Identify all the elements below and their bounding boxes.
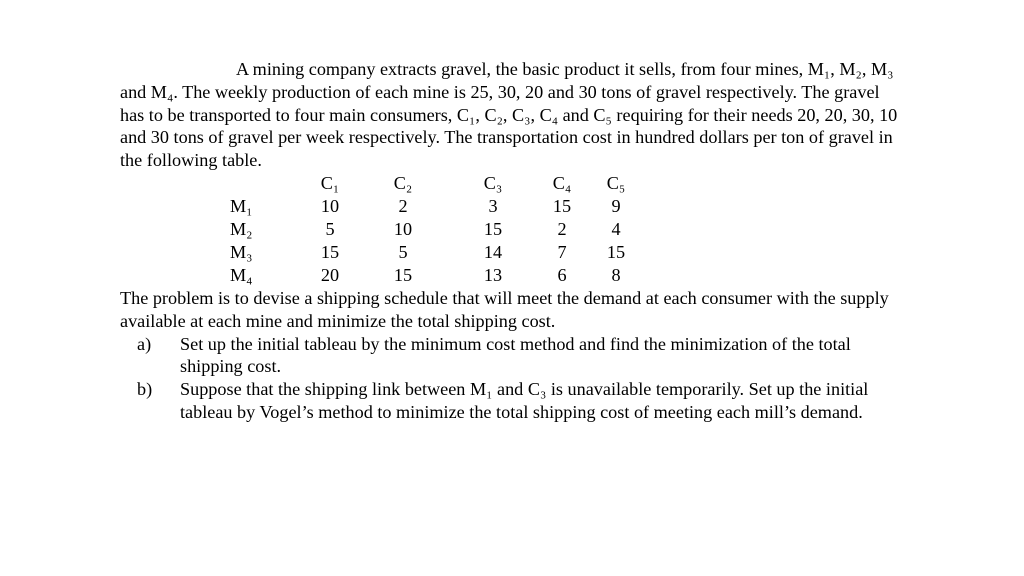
table-cell: 15 bbox=[552, 195, 572, 216]
table-cell: 7 bbox=[557, 241, 567, 262]
question-text: Set up the initial tableau by the minimum cost method and find the minimization of the total shipping cost. bbox=[180, 333, 851, 377]
table-cell: 6 bbox=[557, 264, 567, 285]
table-cell: 8 bbox=[611, 264, 621, 285]
table-cell: 15 bbox=[483, 218, 503, 239]
intro-paragraph: A mining company extracts gravel, the basic product it sells, from four mines, M₁, M₂, M₃ and M₄. The weekly production of each mine is 25, 30, 20 and 30 tons of gravel respectively. The gravel has to be transported to four main consumers, C₁, C₂, C₃, C₄ and C₅ requiring for their needs 20, 20, 30, 10 and 30 tons of gravel per week respectively. The transportation cost in hundred dollars per ton of gravel in the following table. bbox=[120, 59, 898, 171]
document-page bbox=[120, 58, 900, 424]
question-item bbox=[120, 378, 900, 424]
table-cell: 3 bbox=[488, 195, 498, 216]
table-cell: 20 bbox=[320, 264, 340, 285]
question-marker: b) bbox=[137, 379, 153, 400]
question-list bbox=[120, 333, 900, 424]
table-cell: 2 bbox=[398, 195, 408, 216]
column-header: C₃ bbox=[483, 172, 503, 193]
row-label: M₂ bbox=[230, 218, 253, 239]
cost-table bbox=[120, 172, 900, 287]
table-cell: 2 bbox=[557, 218, 567, 239]
question-text: Suppose that the shipping link between M₁ and C₃ is unavailable temporarily. Set up the initial tableau by Vogel’s method to minimize the total shipping cost of meeting each mill’s demand. bbox=[180, 379, 869, 422]
column-header: C₄ bbox=[552, 172, 572, 193]
row-label: M₃ bbox=[230, 241, 253, 262]
column-header: C₂ bbox=[393, 172, 413, 193]
row-label: M₄ bbox=[230, 264, 253, 285]
table-cell: 14 bbox=[483, 241, 503, 262]
table-cell: 5 bbox=[325, 218, 335, 239]
table-cell: 4 bbox=[611, 218, 621, 239]
table-cell: 5 bbox=[398, 241, 408, 262]
question-item bbox=[120, 333, 900, 379]
table-cell: 15 bbox=[320, 241, 340, 262]
column-header: C₅ bbox=[606, 172, 626, 193]
column-header: C₁ bbox=[320, 172, 340, 193]
question-marker: a) bbox=[137, 333, 152, 354]
table-cell: 15 bbox=[393, 264, 413, 285]
table-cell: 15 bbox=[606, 241, 626, 262]
table-cell: 13 bbox=[483, 264, 503, 285]
row-label: M₁ bbox=[230, 195, 253, 216]
problem-paragraph: The problem is to devise a shipping schedule that will meet the demand at each consumer with the supply available at each mine and minimize the total shipping cost. bbox=[120, 287, 889, 331]
table-cell: 10 bbox=[320, 195, 340, 216]
table-cell: 9 bbox=[611, 195, 621, 216]
table-cell: 10 bbox=[393, 218, 413, 239]
